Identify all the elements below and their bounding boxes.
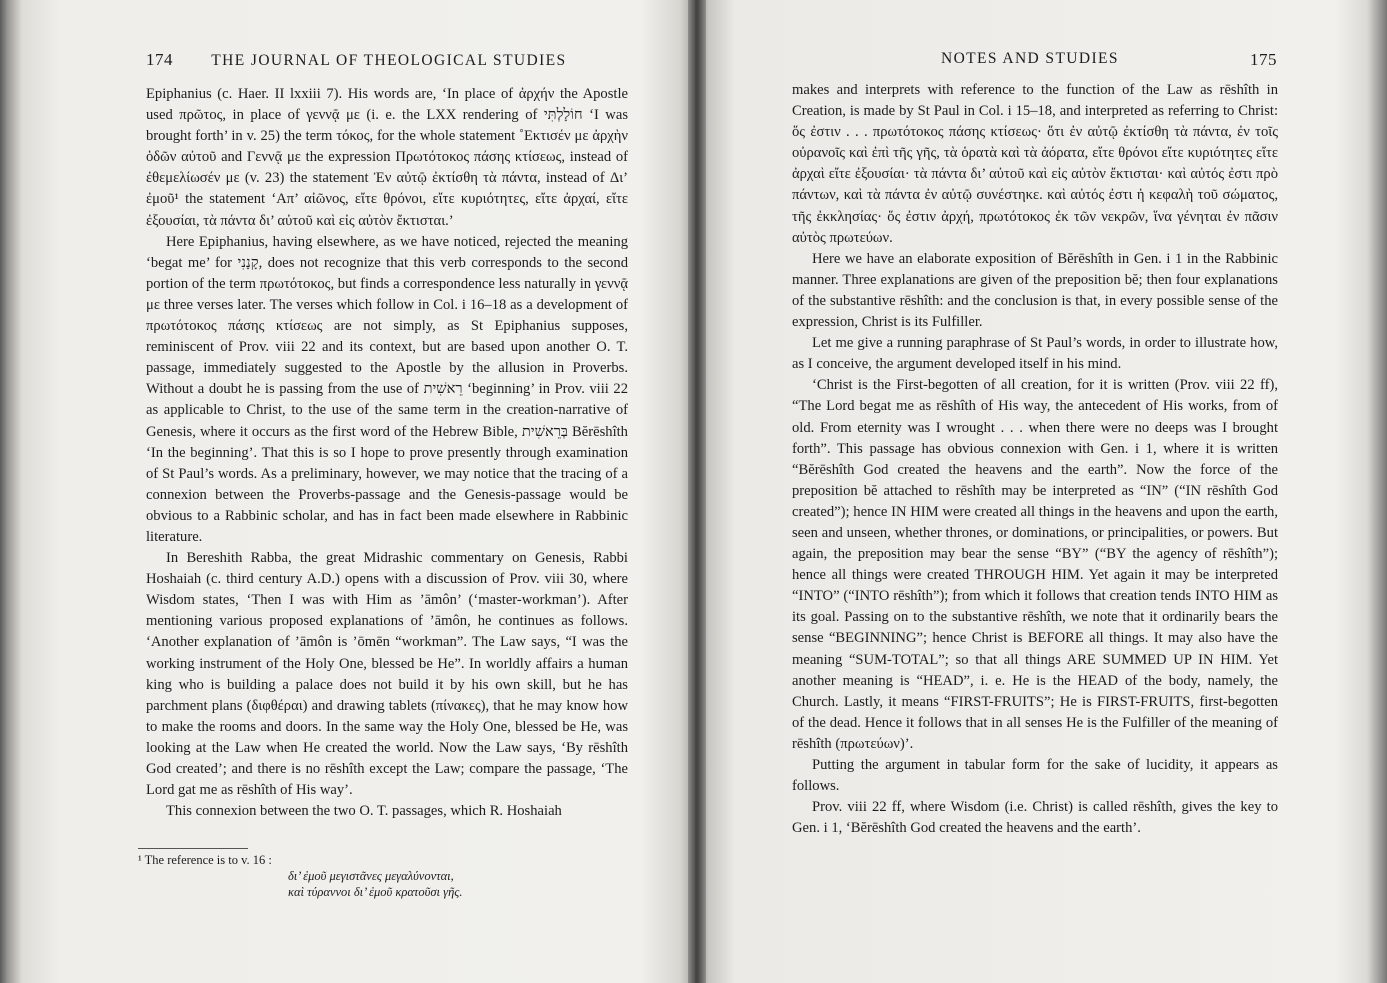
- right-running-head: [941, 50, 1277, 70]
- left-paragraph-3: In Bereshith Rabba, the great Midrashic commentary on Genesis, Rabbi Hoshaiah (c. third century A.D.) opens with a discussion of Prov. viii 30, where Wisdom states, ‘Then I was with Him as ’āmôn’ (‘master-workman’). After mentioning various proposed explanations of ’āmôn, he continues as follows. ‘Another explanation of ’āmôn is ’ōmēn “workman”. The Law says, “I was the working instrument of the Holy One, blessed be He”. In worldly affairs a human king who is building a palace does not build it by his own skill, but he has parchment plans (διφθέραι) and drawing tablets (πίνακες), that he may know how to make the rooms and doors. In the same way the Holy One, blessed be He, was looking at the Law when He created the world. Now the Law says, ‘By rēshîth God created’; and there is no rēshîth except the Law; compare the passage, ‘The Lord gat me as rēshîth of His way’.: [146, 550, 628, 799]
- left-paragraph-1: Epiphanius (c. Haer. II lxxiii 7). His words are, ‘In place of ἀρχήν the Apostle used πρῶτος, in place of γεννᾷ με (i. e. the LXX rendering of חוֹלָלְתִּי ‘I was brought forth’ in v. 25) the term τόκος, for the whole statement ˚Εκτισέν με ἀρχὴν ὁδῶν αὐτοῦ and Γεννᾷ με the expression Πρωτότοκος πάσης κτίσεως, instead of ἐθεμελίωσέν με (v. 23) the statement Ἐν αὐτῷ ἐκτίσθη τὰ πάντα, instead of Δι’ ἐμοῦ¹ the statement ‘Απ’ αἰῶνος, εἴτε θρόνοι, εἴτε κυριότητες, εἴτε ἀρχαί, εἴτε ἐξουσίαι, τὰ πάντα δι’ αὐτοῦ καὶ εἰς αὐτὸν ἔκτισται.’: [146, 86, 629, 229]
- right-paragraph-2: Here we have an elaborate exposition of Bĕrēshîth in Gen. i 1 in the Rabbinic manner. Three explanations are given of the preposition bĕ; then four explanations of the substantive rēshîth: and the conclusion is that, in every possible sense of the expression, Christ is its Fulfiller.: [792, 250, 1278, 331]
- left-running-title: THE JOURNAL OF THEOLOGICAL STUDIES: [211, 52, 567, 69]
- left-body-text: [146, 84, 628, 822]
- left-running-head: [146, 50, 626, 70]
- left-paragraph-4: This connexion between the two O. T. passages, which R. Hoshaiah: [166, 803, 562, 820]
- footnote-verse-2: καὶ τύραννοι δι’ ἐμοῦ κρατοῦσι γῆς.: [288, 885, 463, 899]
- footnote: [138, 852, 628, 900]
- left-page-number: 174: [146, 50, 173, 69]
- footnote-rule: [138, 848, 248, 849]
- book-gutter: [688, 0, 706, 983]
- right-running-title: NOTES AND STUDIES: [941, 50, 1119, 67]
- right-paragraph-4: ‘Christ is the First-begotten of all creation, for it is written (Prov. viii 22 ff), “The Lord begat me as rēshîth of His way, the antecedent of His works, from of old. From eternity was I wrought . . . when there were no deeps was I brought forth”. This passage has obvious connexion with Gen. i 1, where it is written “Bĕrēshîth God created the heavens and the earth”. Now the force of the preposition bĕ attached to rēshîth may be interpreted as “IN” (“IN rēshîth God created”); hence IN HIM were created all things in the heavens and upon the earth, seen and unseen, whether thrones, or dominations, or principalities, or powers. But again, the preposition may bear the sense “BY” (“BY the agency of rēshîth”); hence all things were created THROUGH HIM. Yet again it may be interpreted “INTO” (“INTO rēshîth”); from which it follows that creation tends INTO HIM as its goal. Passing on to the substantive rēshîth, we note that it ordinarily bears the sense “BEGINNING”; hence Christ is BEFORE all things. It may also have the meaning “SUM-TOTAL”; so that all things ARE SUMMED UP IN HIM. Yet another meaning is “HEAD”, i. e. He is the HEAD of the body, namely, the Church. Lastly, it means “FIRST-FRUITS”; He is FIRST-FRUITS, first-begotten of the dead. Hence it follows that in all senses He is the Fulfiller of the meaning of rēshîth (πρωτεύων)’.: [792, 377, 1278, 752]
- right-page-number: 175: [1250, 50, 1277, 69]
- left-paragraph-2: Here Epiphanius, having elsewhere, as we have noticed, rejected the meaning ‘begat me’ for קָנָנִי, does not recognize that this verb corresponds to the second portion of the term πρωτότοκος, but finds a correspondence less naturally in γεννᾷ με three verses later. The verses which follow in Col. i 16–18 as a development of πρωτότοκος πάσης κτίσεως are not simply, as St Epiphanius supposes, reminiscent of Prov. viii 22 and its context, but are based upon another O. T. passage, immediately suggested to the Apostle by the allusion in Proverbs. Without a doubt he is passing from the use of רֵאשִׁית ‘beginning’ in Prov. viii 22 as applicable to Christ, to the use of the same term in the creation-narrative of Genesis, where it occurs as the first word of the Hebrew Bible, בְּרֵאשִׁית Bĕrēshîth ‘In the beginning’. That this is so I hope to prove presently through examination of St Paul’s words. As a preliminary, however, we may notice that the tracing of a connexion between the Proverbs-passage and the Genesis-passage would be obvious to a Rabbinic scholar, and has in fact been made elsewhere in Rabbinic literature.: [146, 233, 629, 545]
- footnote-verse-1: δι’ ἐμοῦ μεγιστᾶνες μεγαλύνονται,: [288, 869, 454, 883]
- right-page: [695, 0, 1387, 983]
- right-paragraph-6: Prov. viii 22 ff, where Wisdom (i.e. Christ) is called rēshîth, gives the key to Gen. i 1, ‘Bĕrēshîth God created the heavens and the earth’.: [792, 799, 1278, 837]
- right-paragraph-3: Let me give a running paraphrase of St Paul’s words, in order to illustrate how, as I conceive, the argument developed itself in his mind.: [792, 335, 1278, 373]
- right-paragraph-1: makes and interprets with reference to the function of the Law as rēshîth in Creation, is made by St Paul in Col. i 15–18, and interpreted as referring to Christ: ὅς ἐστιν . . . πρωτότοκος πάσης κτίσεως· ὅτι ἐν αὐτῷ ἐκτίσθη τὰ πάντα, ἐν τοῖς οὐρανοῖς καὶ ἐπὶ τῆς γῆς, τὰ ὁρατὰ καὶ τὰ ἀόρατα, εἴτε θρόνοι εἴτε κυριότητες εἴτε ἀρχαὶ εἴτε ἐξουσίαι· τὰ πάντα δι’ αὐτοῦ καὶ εἰς αὐτὸν ἔκτισται· καὶ αὐτός ἐστι πρὸ πάντων, καὶ τὰ πάντα ἐν αὐτῷ συνέστηκε. καὶ αὐτός ἐστι ἡ κεφαλὴ τοῦ σώματος, τῆς ἐκκλησίας· ὅς ἐστιν ἀρχή, πρωτότοκος ἐκ τῶν νεκρῶν, ἵνα γένηται ἐν πᾶσιν αὐτὸς πρωτεύων.: [792, 82, 1278, 246]
- footnote-intro: ¹ The reference is to v. 16 :: [138, 853, 272, 867]
- right-body-text: [792, 80, 1278, 839]
- right-paragraph-5: Putting the argument in tabular form for the sake of lucidity, it appears as follows.: [792, 757, 1278, 795]
